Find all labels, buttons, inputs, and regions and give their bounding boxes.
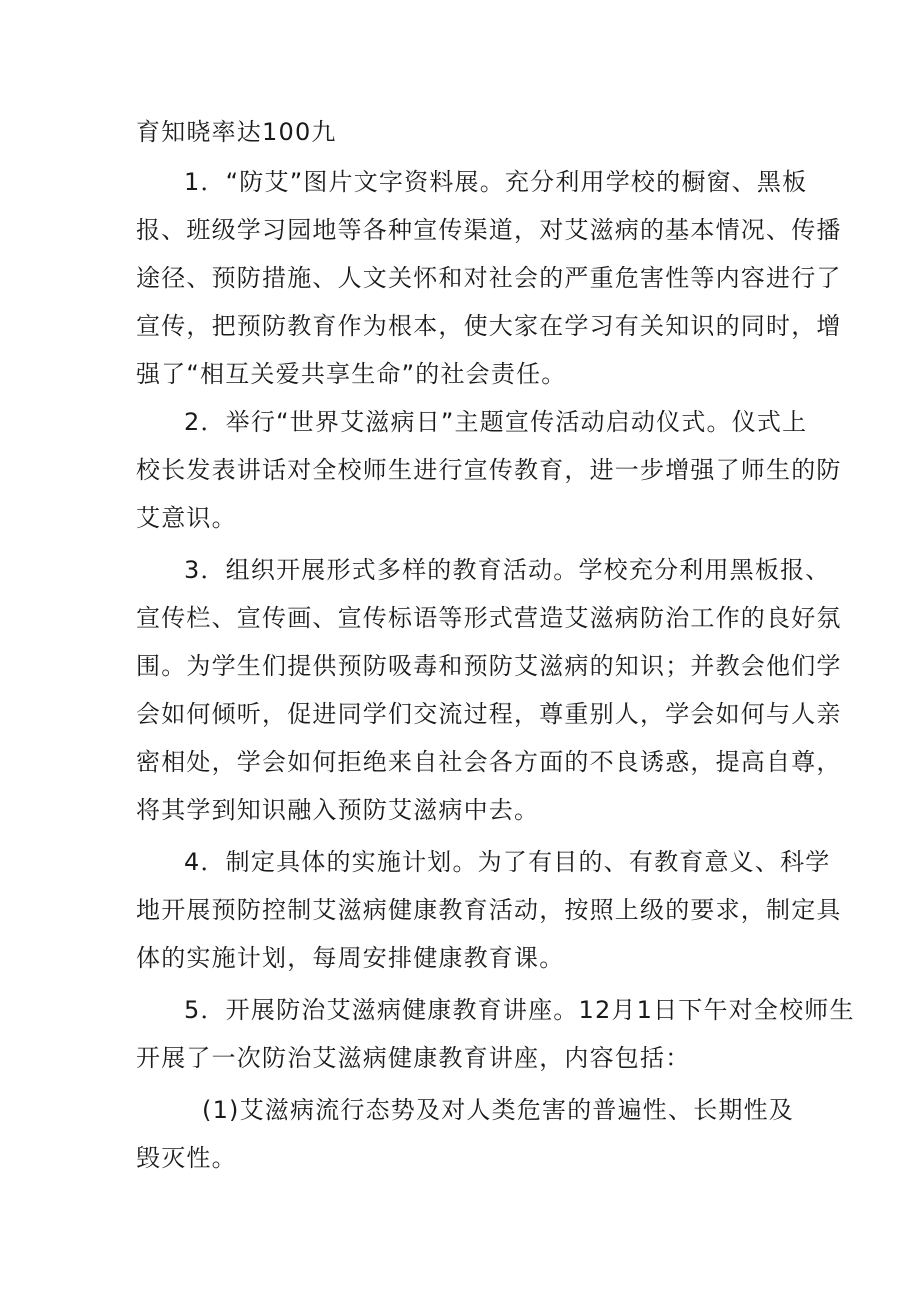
paragraph-3-line: 会如何倾听，促进同学们交流过程，尊重别人，学会如何与人亲 <box>136 700 842 728</box>
paragraph-1-line: 宣传，把预防教育作为根本，使大家在学习有关知识的同时，增 <box>136 312 842 340</box>
paragraph-4-line: 4．制定具体的实施计划。为了有目的、有教育意义、科学 <box>184 848 831 876</box>
paragraph-5-line: 开展了一次防治艾滋病健康教育讲座，内容包括： <box>136 1044 691 1072</box>
paragraph-1-line: 报、班级学习园地等各种宣传渠道，对艾滋病的基本情况、传播 <box>136 216 842 244</box>
paragraph-1-line: 1．“防艾”图片文字资料展。充分利用学校的橱窗、黑板 <box>184 168 808 196</box>
paragraph-3-line: 将其学到知识融入预防艾滋病中去。 <box>136 796 540 824</box>
paragraph-5-line: 5．开展防治艾滋病健康教育讲座。12月1日下午对全校师生 <box>184 996 855 1024</box>
paragraph-4-line: 地开展预防控制艾滋病健康教育活动，按照上级的要求，制定具 <box>136 896 842 924</box>
paragraph-2-line: 校长发表讲话对全校师生进行宣传教育，进一步增强了师生的防 <box>136 456 842 484</box>
paragraph-1-line: 强了“相互关爱共享生命”的社会责任。 <box>136 360 567 388</box>
paragraph-3-line: 宣传栏、宣传画、宣传标语等形式营造艾滋病防治工作的良好氛 <box>136 604 842 632</box>
paragraph-4-line: 体的实施计划，每周安排健康教育课。 <box>136 944 565 972</box>
paragraph-3-line: 围。为学生们提供预防吸毒和预防艾滋病的知识；并教会他们学 <box>136 652 842 680</box>
paragraph-2-line: 艾意识。 <box>136 504 237 532</box>
text-line: 育知晓率达100九 <box>136 118 337 146</box>
list-item-1-line: 毁灭性。 <box>136 1144 237 1172</box>
paragraph-3-line: 密相处，学会如何拒绝来自社会各方面的不良诱惑，提高自尊， <box>136 748 842 776</box>
list-item-1-line: (1)艾滋病流行态势及对人类危害的普遍性、长期性及 <box>202 1096 794 1124</box>
paragraph-3-line: 3．组织开展形式多样的教育活动。学校充分利用黑板报、 <box>184 556 831 584</box>
paragraph-1-line: 途径、预防措施、人文关怀和对社会的严重危害性等内容进行了 <box>136 264 842 292</box>
paragraph-2-line: 2．举行“世界艾滋病日”主题宣传活动启动仪式。仪式上 <box>184 408 808 436</box>
